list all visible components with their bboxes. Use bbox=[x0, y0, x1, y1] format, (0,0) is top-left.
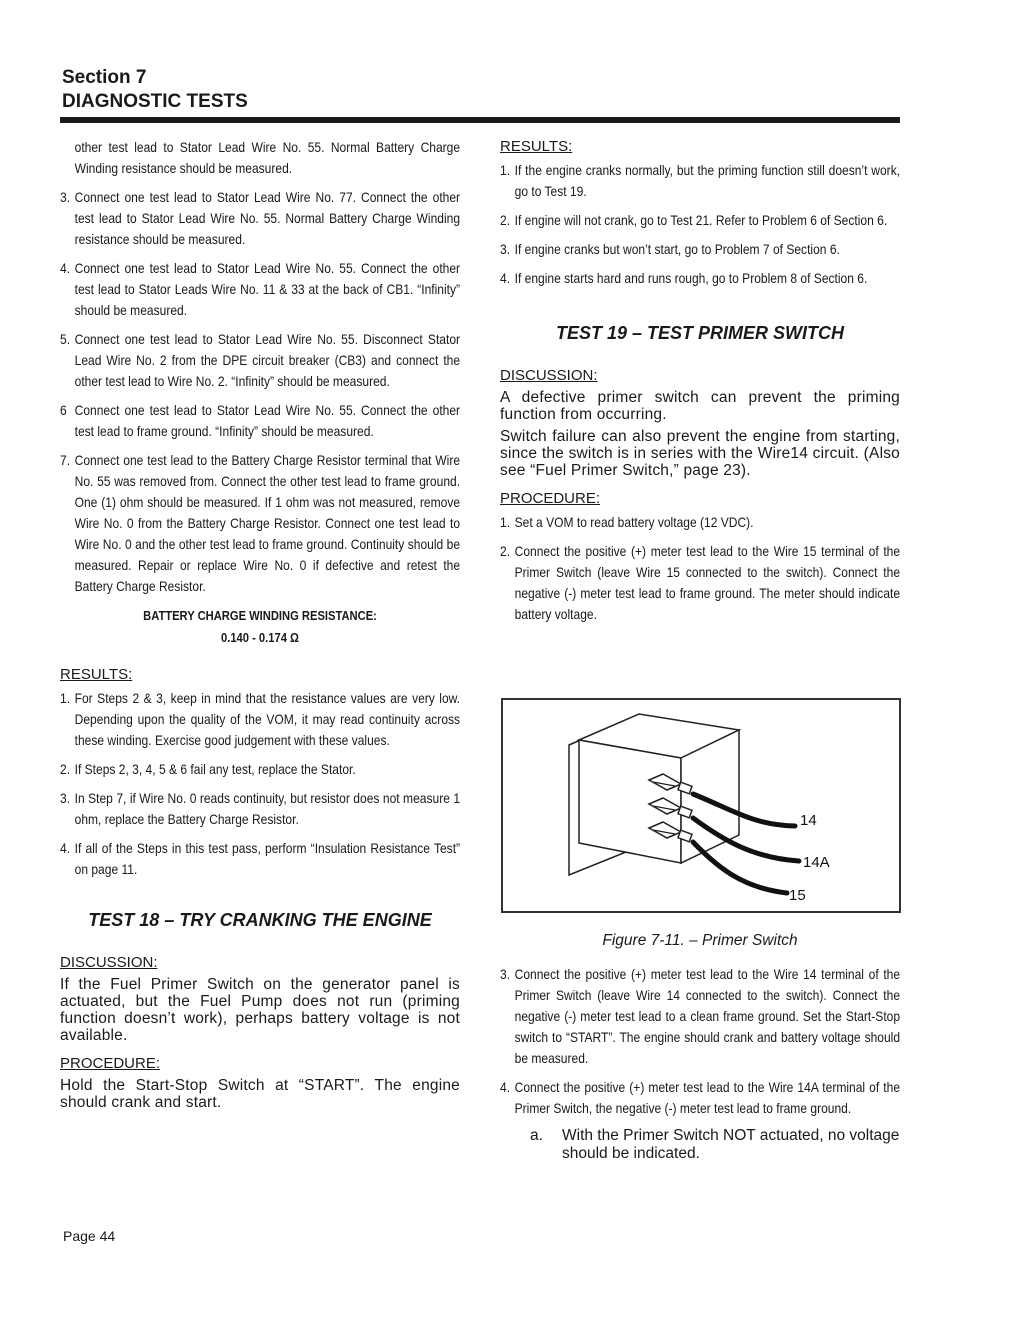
primer-switch-illustration bbox=[503, 700, 899, 911]
primer-switch-figure bbox=[501, 698, 901, 913]
test18-heading: TEST 18 – TRY CRANKING THE ENGINE bbox=[88, 910, 432, 930]
list-item: 4. Connect the positive (+) meter test lead to the Wire 14A terminal of the Primer Switch, the negative (-) meter test lead to frame ground. bbox=[500, 1079, 901, 1116]
procedure-block bbox=[500, 512, 900, 625]
right-column-lower bbox=[500, 964, 900, 1163]
list-item: 3. Connect the positive (+) meter test lead to the Wire 14 terminal of the Primer Switch (leave Wire 14 connected to the switch). Connect the negative (-) meter test lead to a clean frame ground. Set the Start-Stop switch to “START”. The engine should crank and battery voltage should be measured. bbox=[500, 966, 901, 1066]
page-header bbox=[62, 66, 900, 114]
spec-label: BATTERY CHARGE WINDING RESISTANCE: bbox=[143, 608, 377, 623]
discussion-text-1: A defective primer switch can prevent the priming function from occurring. bbox=[500, 389, 900, 423]
list-item: 6 Connect one test lead to Stator Lead Wire No. 55. Connect the other test lead to frame ground. “Infinity” should be measured. bbox=[60, 402, 461, 439]
list-item: 2. If Steps 2, 3, 4, 5 & 6 fail any test, replace the Stator. bbox=[60, 761, 356, 777]
list-item: 1. Set a VOM to read battery voltage (12 VDC). bbox=[500, 514, 754, 530]
list-item: 3. Connect one test lead to Stator Lead Wire No. 77. Connect the other test lead to Stator Lead Wire No. 55. Normal Battery Charge Winding resistance should be measured. bbox=[60, 189, 461, 247]
right-column bbox=[500, 137, 900, 633]
list-item: 2. Connect the positive (+) meter test lead to the Wire 15 terminal of the Primer Switch (leave Wire 15 connected to the switch). Connect the negative (-) meter test lead to frame ground. The meter should indicate battery voltage. bbox=[500, 543, 901, 622]
procedure-list-cont bbox=[500, 964, 900, 1119]
wire-label-14: 14 bbox=[800, 812, 817, 829]
list-item: 5. Connect one test lead to Stator Lead Wire No. 55. Disconnect Stator Lead Wire No. 2 from the DPE circuit breaker (CB3) and connect the other test lead to Wire No. 2. “Infinity” should be measured. bbox=[60, 331, 461, 389]
left-column bbox=[60, 137, 460, 1116]
wire-label-15: 15 bbox=[789, 887, 806, 904]
spec-value: 0.140 - 0.174 Ω bbox=[221, 630, 299, 645]
discussion-label: DISCUSSION: bbox=[500, 367, 598, 384]
results-list bbox=[500, 160, 900, 289]
figure-caption: Figure 7-11. – Primer Switch bbox=[602, 932, 798, 949]
discussion-text: If the Fuel Primer Switch on the generator panel is actuated, but the Fuel Pump does not run (priming function doesn’t work), perhaps battery voltage is not available. bbox=[60, 976, 460, 1044]
results-label: RESULTS: bbox=[500, 138, 573, 155]
results-list bbox=[60, 688, 460, 880]
list-item: 1. For Steps 2 & 3, keep in mind that the resistance values are very low. Depending upon the quality of the VOM, it may read continuity across these winding. Exercise good judgement with these values. bbox=[60, 690, 461, 748]
procedure-list bbox=[500, 512, 900, 625]
test19-heading: TEST 19 – TEST PRIMER SWITCH bbox=[555, 323, 845, 343]
procedure-block-cont bbox=[500, 964, 900, 1119]
results-label: RESULTS: bbox=[60, 666, 133, 683]
procedure-label: PROCEDURE: bbox=[500, 490, 601, 507]
list-item: 3. If engine cranks but won’t start, go to Problem 7 of Section 6. bbox=[500, 241, 840, 257]
list-item: 4. Connect one test lead to Stator Lead Wire No. 55. Connect the other test lead to Stator Leads Wire No. 11 & 33 at the back of CB1. “Infinity” should be measured. bbox=[60, 260, 461, 318]
list-item: 7. Connect one test lead to the Battery Charge Resistor terminal that Wire No. 55 was removed from. Connect the other test lead to frame ground. One (1) ohm should be measured. If 1 ohm was not measured, remove Wire No. 0 from the Battery Charge Resistor. Connect one test lead to Wire No. 0 and the other test lead to frame ground. Continuity should be measured. Repair or replace Wire No. 0 if defective and retest the Battery Charge Resistor. bbox=[60, 452, 461, 594]
procedure-label: PROCEDURE: bbox=[60, 1055, 161, 1072]
results-block bbox=[500, 160, 900, 289]
page-number: Page 44 bbox=[63, 1228, 116, 1244]
procedure-text: Hold the Start-Stop Switch at “START”. The engine should crank and start. bbox=[60, 1077, 460, 1111]
section-title: DIAGNOSTIC TESTS bbox=[62, 91, 248, 112]
step-continuation: other test lead to Stator Lead Wire No. 55. Normal Battery Charge Winding resistance should be measured. bbox=[74, 139, 461, 176]
discussion-label: DISCUSSION: bbox=[60, 954, 158, 971]
left-steps-block bbox=[60, 137, 460, 597]
sub-step-a: a. With the Primer Switch NOT actuated, no voltage should be indicated. bbox=[530, 1127, 900, 1162]
list-item: 2. If engine will not crank, go to Test 21. Refer to Problem 6 of Section 6. bbox=[500, 212, 888, 228]
list-item: 1. If the engine cranks normally, but the priming function still doesn’t work, go to Test 19. bbox=[500, 162, 901, 199]
section-number: Section 7 bbox=[62, 67, 147, 88]
results-block bbox=[60, 688, 460, 880]
list-item: 3. In Step 7, if Wire No. 0 reads continuity, but resistor does not measure 1 ohm, replace the Battery Charge Resistor. bbox=[60, 790, 461, 827]
stator-test-steps bbox=[60, 187, 460, 597]
discussion-text-2: Switch failure can also prevent the engine from starting, since the switch is in series with the Wire14 circuit. (Also see “Fuel Primer Switch,” page 23). bbox=[500, 428, 900, 479]
header-rule bbox=[60, 117, 900, 123]
list-item: 4. If engine starts hard and runs rough, go to Problem 8 of Section 6. bbox=[500, 270, 868, 286]
wire-label-14a: 14A bbox=[803, 854, 830, 871]
list-item: 4. If all of the Steps in this test pass, perform “Insulation Resistance Test” on page 11. bbox=[60, 840, 461, 877]
